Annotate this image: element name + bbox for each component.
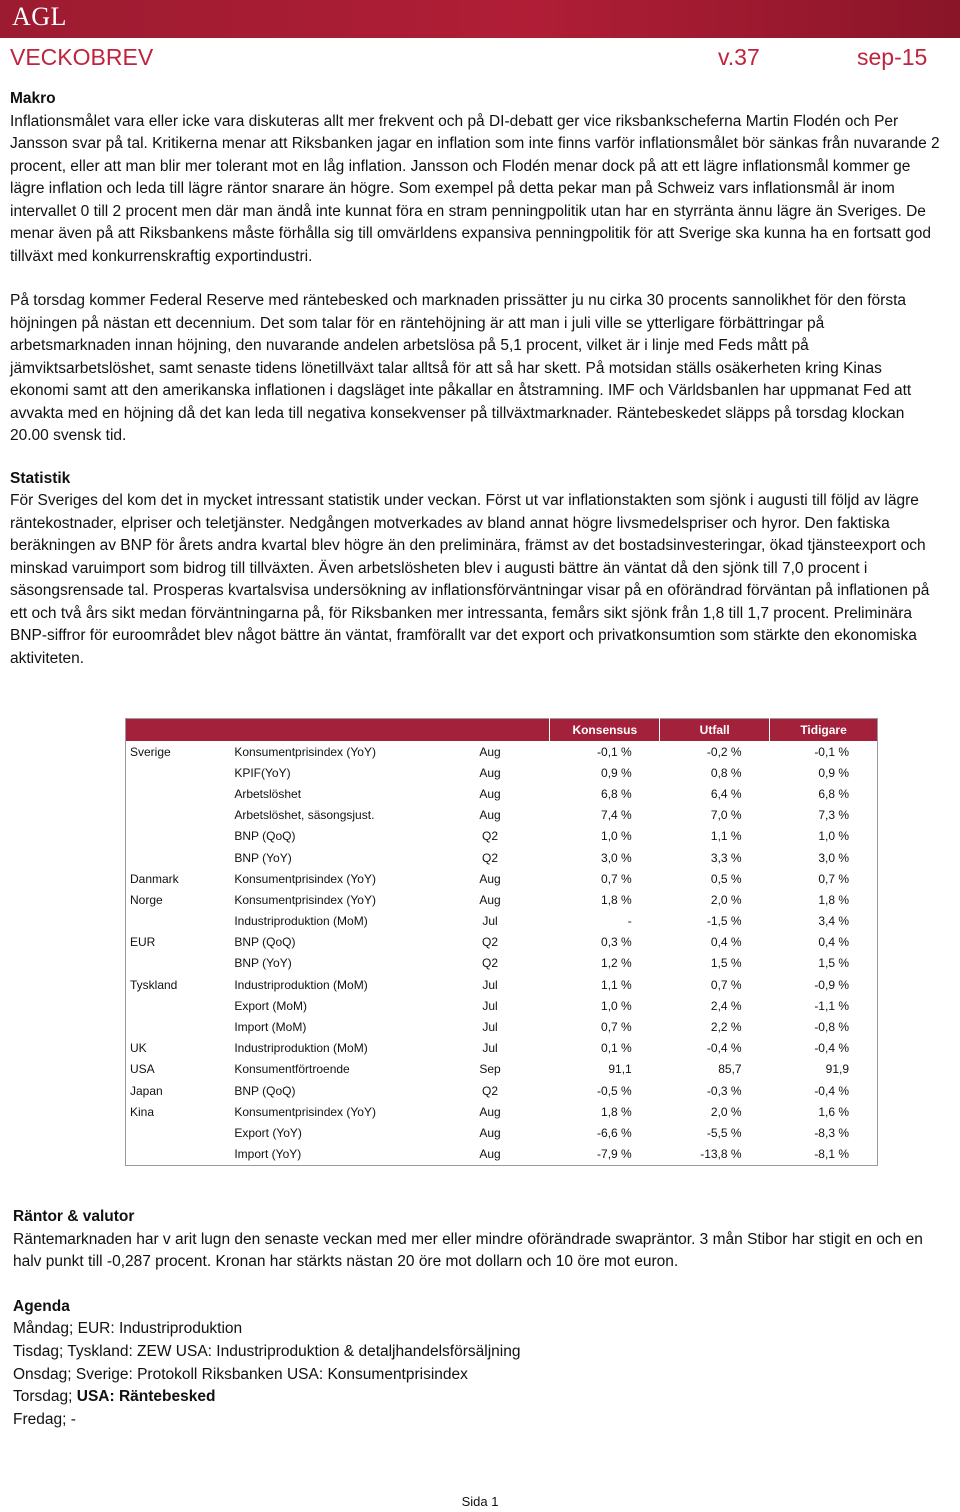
cell-indicator: Konsumentprisindex (YoY)	[234, 892, 376, 907]
cell-tidigare: 7,3 %	[818, 808, 849, 823]
main-content	[10, 88, 940, 670]
cell-region: Tyskland	[130, 977, 178, 992]
cell-region: Kina	[130, 1104, 155, 1119]
cell-period: Aug	[479, 1147, 501, 1162]
statistik-heading: Statistik	[10, 469, 71, 487]
cell-indicator: Arbetslöshet, säsongsjust.	[234, 808, 375, 823]
cell-tidigare: 0,4 %	[818, 935, 849, 950]
cell-tidigare: 1,6 %	[818, 1104, 849, 1119]
cell-indicator: BNP (QoQ)	[234, 829, 296, 844]
issue-date: sep-15	[857, 44, 928, 70]
cell-region	[126, 995, 231, 1016]
cell-region	[126, 953, 231, 974]
cell-indicator: Konsumentförtroende	[234, 1062, 350, 1077]
cell-utfall: 2,0 %	[710, 892, 742, 907]
cell-period: Jul	[482, 1041, 498, 1056]
cell-utfall: 6,4 %	[710, 786, 742, 801]
cell-region: Danmark	[130, 871, 179, 886]
cell-konsensus: 0,7 %	[601, 1020, 632, 1035]
lower-content	[13, 1206, 933, 1431]
cell-period: Q2	[481, 935, 498, 950]
table-row	[126, 805, 878, 826]
makro-paragraph-1: Inflationsmålet vara eller icke vara diskuteras allt mer frekvent och på DI-debatt ger vice riksbankscheferna Martin Flodén och Per Jansson svar på tal. Kritikerna menar att Riksbanken jagar en inflation som inte finns varför inflationsmålet bör sänkas från nuvarande 2 procent, eller att man blir mer tolerant mot en låg inflation. Jansson och Flodén menar dock på att ett lägre inflationsmål kommer ge lägre inflation och leda till lägre räntor snarare än högre. Som exempel på detta pekar man på Schweiz vars inflationsmål är inom intervallet 0 till 2 procent men där man ändå inte kunnat föra en stram penningpolitik utan har en styrränta ännu lägre än Sveriges. De menar även på att Riksbankens måste förhålla sig till omvärldens expansiva penningpolitik för att Sverige ska kunna ha en fortsatt god tillväxt med konkurrenskraftig exportindustri.	[10, 112, 940, 265]
cell-konsensus: 1,1 %	[601, 977, 632, 992]
col-utfall: Utfall	[660, 719, 770, 742]
cell-utfall: -1,5 %	[706, 914, 742, 929]
cell-indicator: BNP (YoY)	[234, 850, 292, 865]
cell-utfall: -0,4 %	[706, 1041, 742, 1056]
cell-tidigare: 1,8 %	[818, 892, 849, 907]
cell-region: Japan	[130, 1083, 163, 1098]
cell-region	[126, 762, 231, 783]
cell-indicator: Konsumentprisindex (YoY)	[234, 744, 376, 759]
cell-utfall: -0,2 %	[706, 744, 742, 759]
cell-tidigare: 3,0 %	[818, 850, 849, 865]
cell-region: Sverige	[130, 744, 171, 759]
cell-konsensus: 3,0 %	[601, 850, 632, 865]
makro-heading: Makro	[10, 90, 56, 107]
cell-period: Aug	[479, 871, 501, 886]
agenda-heading: Agenda	[13, 1297, 70, 1315]
agenda-item-mandag: Måndag; EUR: Industriproduktion	[13, 1320, 243, 1338]
cell-tidigare: 6,8 %	[818, 786, 849, 801]
cell-period: Aug	[479, 786, 501, 801]
cell-utfall: 7,0 %	[710, 808, 742, 823]
cell-konsensus: -6,6 %	[597, 1125, 632, 1140]
agenda-item-torsdag	[13, 1386, 933, 1409]
cell-region	[126, 1016, 231, 1037]
cell-period: Aug	[479, 1125, 501, 1140]
cell-utfall: 85,7	[718, 1062, 742, 1077]
cell-tidigare: -8,3 %	[814, 1125, 849, 1140]
table-row	[126, 1101, 878, 1122]
cell-konsensus: 0,7 %	[601, 871, 632, 886]
cell-konsensus: 91,1	[608, 1062, 632, 1077]
cell-region	[126, 826, 231, 847]
cell-indicator: Konsumentprisindex (YoY)	[234, 871, 376, 886]
cell-utfall: 0,5 %	[710, 871, 742, 886]
table-body	[126, 741, 878, 1165]
col-tidigare: Tidigare	[770, 719, 878, 742]
cell-period: Aug	[479, 1104, 501, 1119]
cell-utfall: 2,0 %	[710, 1104, 742, 1119]
table-row	[126, 762, 878, 783]
cell-konsensus: 0,3 %	[601, 935, 632, 950]
cell-region: Norge	[130, 892, 163, 907]
cell-utfall: -0,3 %	[706, 1083, 742, 1098]
cell-indicator: Konsumentprisindex (YoY)	[234, 1104, 376, 1119]
cell-region	[126, 1144, 231, 1166]
table-row	[126, 826, 878, 847]
table-row	[126, 1144, 878, 1166]
cell-tidigare: 91,9	[825, 1062, 849, 1077]
cell-konsensus: -0,5 %	[597, 1083, 632, 1098]
cell-period: Jul	[482, 1020, 498, 1035]
cell-indicator: Export (YoY)	[234, 1125, 302, 1140]
table-row	[126, 995, 878, 1016]
table-row	[126, 868, 878, 889]
cell-tidigare: -0,9 %	[814, 977, 849, 992]
cell-tidigare: -0,4 %	[814, 1083, 849, 1098]
statistics-table	[125, 718, 878, 1166]
cell-period: Aug	[479, 744, 501, 759]
table-row	[126, 1080, 878, 1101]
cell-tidigare: 1,0 %	[818, 829, 849, 844]
cell-utfall: 2,4 %	[710, 998, 742, 1013]
cell-indicator: Industriproduktion (MoM)	[234, 977, 368, 992]
cell-konsensus: 1,8 %	[601, 892, 632, 907]
cell-konsensus: 0,9 %	[601, 765, 632, 780]
cell-utfall: 1,5 %	[710, 956, 742, 971]
cell-period: Q2	[481, 1083, 498, 1098]
torsdag-highlight: USA: Räntebesked	[76, 1388, 216, 1406]
table-row	[126, 847, 878, 868]
cell-utfall: 0,8 %	[710, 765, 742, 780]
cell-utfall: 3,3 %	[710, 850, 742, 865]
newsletter-title: VECKOBREV	[10, 44, 154, 70]
cell-tidigare: -0,4 %	[814, 1041, 849, 1056]
newsletter-header	[10, 44, 930, 76]
cell-period: Q2	[481, 850, 498, 865]
cell-konsensus: 1,0 %	[601, 829, 632, 844]
table-row	[126, 741, 878, 762]
agenda-item-tisdag: Tisdag; Tyskland: ZEW USA: Industriproduktion & detaljhandelsförsäljning	[13, 1342, 521, 1360]
cell-period: Q2	[481, 956, 498, 971]
cell-indicator: BNP (QoQ)	[234, 935, 296, 950]
agenda-item-fredag: Fredag; -	[13, 1410, 76, 1428]
cell-indicator: Import (MoM)	[234, 1020, 307, 1035]
cell-period: Jul	[482, 914, 498, 929]
cell-konsensus: 1,2 %	[601, 956, 632, 971]
cell-konsensus: 7,4 %	[601, 808, 632, 823]
week-number: v.37	[718, 44, 760, 70]
cell-indicator: KPIF(YoY)	[234, 765, 291, 780]
cell-tidigare: -0,1 %	[814, 744, 849, 759]
cell-region: EUR	[130, 935, 156, 950]
cell-indicator: Import (YoY)	[234, 1147, 302, 1162]
cell-konsensus: 6,8 %	[601, 786, 632, 801]
cell-period: Q2	[481, 829, 498, 844]
cell-utfall: -13,8 %	[700, 1147, 742, 1162]
cell-period: Jul	[482, 977, 498, 992]
cell-konsensus: 1,0 %	[601, 998, 632, 1013]
cell-tidigare: -1,1 %	[814, 998, 849, 1013]
statistics-table-wrapper	[125, 718, 878, 1166]
cell-region	[126, 805, 231, 826]
cell-tidigare: 0,9 %	[818, 765, 849, 780]
cell-konsensus: 0,1 %	[601, 1041, 632, 1056]
agl-logo: AGL	[12, 2, 67, 31]
cell-indicator: BNP (YoY)	[234, 956, 292, 971]
cell-utfall: 0,4 %	[710, 935, 742, 950]
table-row	[126, 974, 878, 995]
torsdag-prefix: Torsdag;	[13, 1388, 77, 1406]
agenda-item-onsdag: Onsdag; Sverige: Protokoll Riksbanken USA: Konsumentprisindex	[13, 1365, 468, 1383]
cell-tidigare: 3,4 %	[818, 914, 849, 929]
cell-period: Jul	[482, 998, 498, 1013]
rantor-heading: Räntor & valutor	[13, 1208, 135, 1225]
col-konsensus: Konsensus	[550, 719, 660, 742]
cell-region	[126, 911, 231, 932]
table-row	[126, 911, 878, 932]
cell-region: UK	[130, 1041, 147, 1056]
table-row	[126, 932, 878, 953]
page-number: Sida 1	[461, 1494, 499, 1509]
cell-indicator: BNP (QoQ)	[234, 1083, 296, 1098]
cell-tidigare: 1,5 %	[818, 956, 849, 971]
cell-period: Sep	[479, 1062, 501, 1077]
cell-indicator: Industriproduktion (MoM)	[234, 914, 368, 929]
table-row	[126, 1038, 878, 1059]
cell-region	[126, 1122, 231, 1143]
cell-konsensus: 1,8 %	[601, 1104, 632, 1119]
cell-indicator: Export (MoM)	[234, 998, 308, 1013]
cell-konsensus: -0,1 %	[597, 744, 632, 759]
table-header-row	[126, 719, 878, 742]
table-row	[126, 1122, 878, 1143]
table-row	[126, 1016, 878, 1037]
cell-indicator: Industriproduktion (MoM)	[234, 1041, 368, 1056]
cell-konsensus: -	[627, 914, 632, 929]
statistik-paragraph: För Sveriges del kom det in mycket intressant statistik under veckan. Först ut var inflationstakten som sjönk i augusti till följd av lägre räntekostnader, elpriser och teletjänster. Nedgången motverkades av bland annat högre livsmedelspriser och hyror. Den faktiska beräkningen av BNP för årets andra kvartal blev högre än den preliminära, främst av det bostadsinvesteringar, ökad tjänsteexport och minskad varuimport som bidrog till tillväxten. Även arbetslösheten blev i augusti bättre än väntat då den sjönk till 7,0 procent i säsongsrensade tal. Prosperas kvartalsvisa undersökning av inflationsförväntningar visar på en oförändrad förväntan på inflationen på ett och två års sikt medan förväntningarna på, för Riksbanken mer intressanta, femårs sikt sjönk från 1,8 till 1,7 procent. Preliminära BNP-siffror för euroområdet blev något bättre än väntat, framförallt var det export och privatkonsumtion som stärkte den ekonomiska aktiviteten.	[10, 492, 930, 667]
cell-tidigare: 0,7 %	[818, 871, 849, 886]
rantor-paragraph: Räntemarknaden har v arit lugn den senaste veckan med mer eller mindre oförändrade swapräntor. 3 mån Stibor har stigit en och en halv punkt till -0,287 procent. Kronan har stärkts nästan 20 öre mot dollarn och 10 öre mot euron.	[13, 1230, 923, 1271]
cell-utfall: -5,5 %	[706, 1125, 742, 1140]
header-banner	[0, 0, 960, 38]
cell-period: Aug	[479, 808, 501, 823]
cell-region: USA	[130, 1062, 155, 1077]
cell-utfall: 1,1 %	[710, 829, 742, 844]
cell-utfall: 0,7 %	[710, 977, 742, 992]
table-row	[126, 889, 878, 910]
cell-period: Aug	[479, 765, 501, 780]
cell-konsensus: -7,9 %	[597, 1147, 632, 1162]
table-row	[126, 953, 878, 974]
cell-period: Aug	[479, 892, 501, 907]
table-row	[126, 783, 878, 804]
cell-region	[126, 847, 231, 868]
cell-tidigare: -8,1 %	[814, 1147, 849, 1162]
cell-indicator: Arbetslöshet	[234, 786, 302, 801]
cell-utfall: 2,2 %	[710, 1020, 742, 1035]
table-row	[126, 1059, 878, 1080]
cell-region	[126, 783, 231, 804]
cell-tidigare: -0,8 %	[814, 1020, 849, 1035]
makro-paragraph-2: På torsdag kommer Federal Reserve med räntebesked och marknaden prissätter ju nu cirka 30 procents sannolikhet för den första höjningen på nästan ett decennium. Det som talar för en räntehöjning är att man i juli ville se ytterligare förbättringar på arbetsmarknaden innan höjning, den nuvarande andelen arbetslösa på 5,1 procent, vilket är i linje med Feds mått på jämviktsarbetslöshet, samt senaste tidens lönetillväxt talar alltså för att så har skett. På motsidan ställs osäkerheten kring Kinas ekonomi samt att den amerikanska inflationen i dagsläget inte påkallar en åtstramning. IMF och Världsbanlen har uppmanat Fed att avvakta med en höjning då det kan leda till negativa konsekvenser på tillväxtmarknader. Räntebeskedet släpps på torsdag klockan 20.00 svensk tid.	[10, 292, 912, 444]
